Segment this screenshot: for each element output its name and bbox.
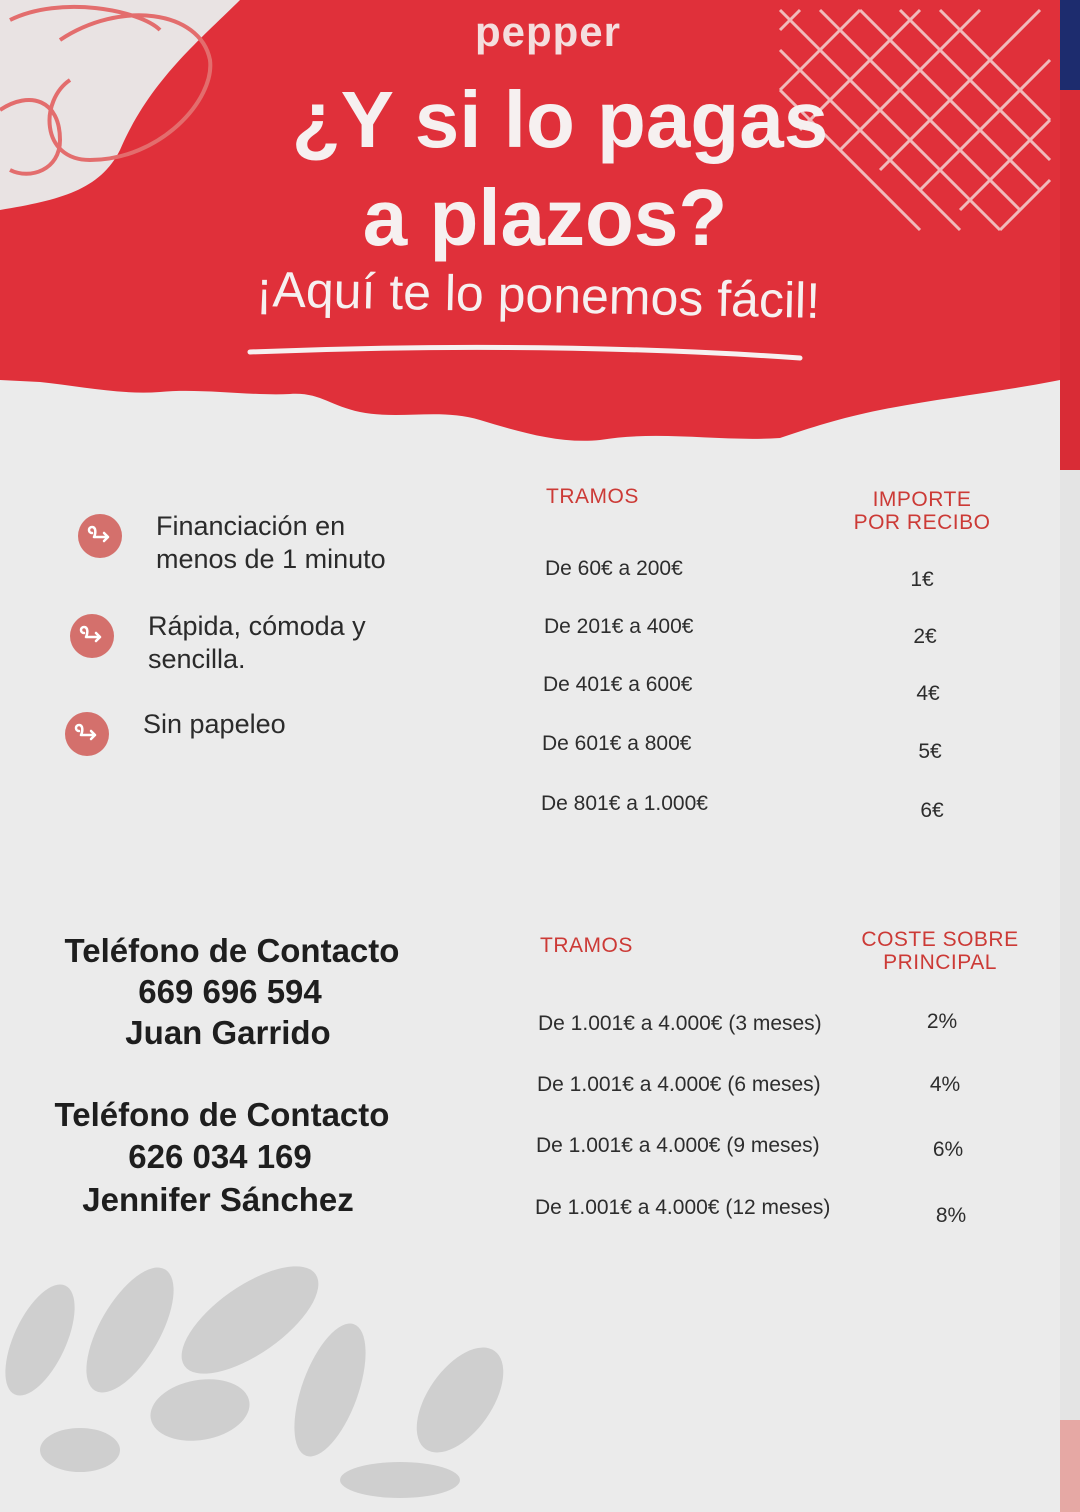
feature-item-sin-papeleo [65,708,286,756]
table-large-coste: 2% [926,1010,958,1033]
table-small-tramo: De 401€ a 600€ [543,673,693,696]
feature-item-rapida [70,610,366,676]
contact-phone: 626 034 169 [128,1138,312,1175]
table-large-tramo: De 1.001€ a 4.000€ (9 meses) [536,1134,820,1157]
header-line-1: IMPORTE [872,488,972,511]
table-large-header-tramos: TRAMOS [540,934,633,957]
table-small-tramo: De 201€ a 400€ [544,615,694,638]
feature-text-line-2: sencilla. [148,644,246,674]
decorative-brush-strokes [0,1250,1060,1512]
feature-text-line-1: Rápida, cómoda y [148,611,366,641]
arrow-circle-icon [78,514,122,558]
table-small-header-tramos: TRAMOS [546,485,639,508]
contact-phone: 669 696 594 [138,973,322,1010]
table-large-tramo: De 1.001€ a 4.000€ (6 meses) [537,1073,821,1096]
headline-line-2: a plazos? [362,173,728,262]
table-small-importe: 6€ [920,799,944,822]
table-small-importe: 2€ [913,625,937,648]
table-small-tramo: De 801€ a 1.000€ [541,792,708,815]
table-small-importe: 5€ [918,740,942,763]
table-large-header-coste [861,928,1018,974]
header-line-2: POR RECIBO [853,511,991,534]
contact-name: Jennifer Sánchez [82,1181,354,1218]
feature-text-line-1: Financiación en [156,511,346,541]
table-large-coste: 8% [935,1204,967,1227]
table-small-importe: 4€ [916,682,940,705]
contact-name: Juan Garrido [125,1014,331,1051]
table-large-coste: 4% [929,1073,961,1096]
contact-label: Teléfono de Contacto [54,1096,390,1133]
table-small-tramo: De 60€ a 200€ [545,557,683,580]
feature-text-line-2: menos de 1 minuto [156,544,386,574]
feature-text [143,708,286,741]
subheadline: ¡Aquí te lo ponemos fácil! [255,261,821,329]
arrow-circle-icon [70,614,114,658]
contact-label: Teléfono de Contacto [64,932,400,969]
arrow-circle-icon [65,712,109,756]
table-small-tramo: De 601€ a 800€ [542,732,692,755]
brand-logo: pepper [474,8,622,55]
table-large-tramo: De 1.001€ a 4.000€ (12 meses) [535,1196,831,1219]
headline-line-1: ¿Y si lo pagas [291,75,829,164]
feature-text [156,510,386,576]
feature-text [148,610,366,676]
table-large-tramo: De 1.001€ a 4.000€ (3 meses) [538,1012,822,1035]
header-line-2: PRINCIPAL [883,951,997,974]
table-small-importe: 1€ [910,568,934,591]
feature-item-financiacion [78,510,386,576]
header-line-1: COSTE SOBRE [861,928,1019,951]
table-small-header-importe [854,488,991,534]
table-large-coste: 6% [932,1138,964,1161]
feature-text-line-1: Sin papeleo [143,709,286,739]
